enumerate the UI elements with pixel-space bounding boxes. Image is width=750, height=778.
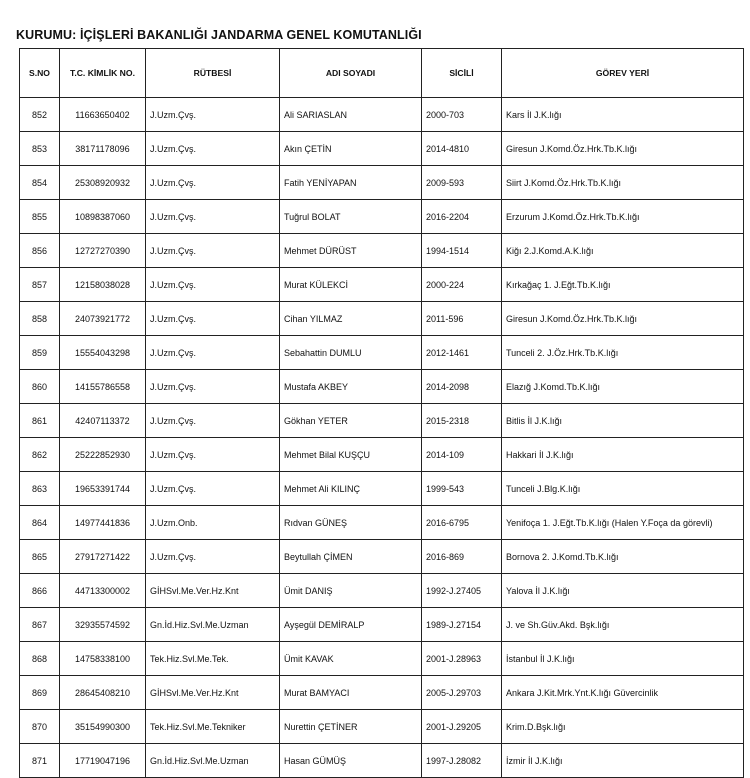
cell-gorev-yeri: Bornova 2. J.Komd.Tb.K.lığı (502, 540, 744, 574)
cell-sicili: 2000-703 (422, 98, 502, 132)
table-row (20, 336, 744, 370)
cell-sno: 858 (20, 302, 60, 336)
table-row (20, 438, 744, 472)
cell-sno: 854 (20, 166, 60, 200)
cell-tc-kimlik-no: 25222852930 (60, 438, 146, 472)
cell-tc-kimlik-no: 25308920932 (60, 166, 146, 200)
cell-adi-soyadi: Tuğrul BOLAT (280, 200, 422, 234)
cell-adi-soyadi: Ali SARIASLAN (280, 98, 422, 132)
table-header (20, 49, 744, 98)
cell-gorev-yeri: Yenifoça 1. J.Eğt.Tb.K.lığı (Halen Y.Foça da görevli) (502, 506, 744, 540)
table-row (20, 404, 744, 438)
cell-sno: 859 (20, 336, 60, 370)
cell-sicili: 2011-596 (422, 302, 502, 336)
cell-gorev-yeri: J. ve Sh.Güv.Akd. Bşk.lığı (502, 608, 744, 642)
cell-rutbesi: Tek.Hiz.Svl.Me.Tekniker (146, 710, 280, 744)
cell-adi-soyadi: Sebahattin DUMLU (280, 336, 422, 370)
cell-rutbesi: GİHSvl.Me.Ver.Hz.Knt (146, 574, 280, 608)
cell-rutbesi: J.Uzm.Onb. (146, 506, 280, 540)
cell-tc-kimlik-no: 17719047196 (60, 744, 146, 778)
cell-rutbesi: J.Uzm.Çvş. (146, 132, 280, 166)
cell-gorev-yeri: Ankara J.Kit.Mrk.Ynt.K.lığı Güvercinlik (502, 676, 744, 710)
cell-gorev-yeri: Tunceli 2. J.Öz.Hrk.Tb.K.lığı (502, 336, 744, 370)
cell-gorev-yeri: Erzurum J.Komd.Öz.Hrk.Tb.K.lığı (502, 200, 744, 234)
cell-rutbesi: J.Uzm.Çvş. (146, 166, 280, 200)
cell-gorev-yeri: Bitlis İl J.K.lığı (502, 404, 744, 438)
table-row (20, 676, 744, 710)
table-row (20, 268, 744, 302)
table-body (20, 98, 744, 778)
table-row (20, 98, 744, 132)
cell-tc-kimlik-no: 15554043298 (60, 336, 146, 370)
table-row (20, 642, 744, 676)
cell-sicili: 2001-J.29205 (422, 710, 502, 744)
table-row (20, 574, 744, 608)
cell-adi-soyadi: Gökhan YETER (280, 404, 422, 438)
cell-tc-kimlik-no: 11663650402 (60, 98, 146, 132)
cell-rutbesi: J.Uzm.Çvş. (146, 540, 280, 574)
cell-tc-kimlik-no: 27917271422 (60, 540, 146, 574)
personnel-table (19, 48, 744, 778)
cell-rutbesi: J.Uzm.Çvş. (146, 404, 280, 438)
table-row (20, 200, 744, 234)
cell-tc-kimlik-no: 10898387060 (60, 200, 146, 234)
cell-adi-soyadi: Fatih YENİYAPAN (280, 166, 422, 200)
header-adi-soyadi: ADI SOYADI (280, 49, 422, 98)
cell-sno: 852 (20, 98, 60, 132)
cell-rutbesi: J.Uzm.Çvş. (146, 200, 280, 234)
cell-sicili: 2014-109 (422, 438, 502, 472)
table-row (20, 506, 744, 540)
cell-rutbesi: J.Uzm.Çvş. (146, 438, 280, 472)
cell-tc-kimlik-no: 14155786558 (60, 370, 146, 404)
cell-gorev-yeri: İstanbul İl J.K.lığı (502, 642, 744, 676)
cell-sicili: 2016-6795 (422, 506, 502, 540)
cell-tc-kimlik-no: 14758338100 (60, 642, 146, 676)
cell-rutbesi: Gn.İd.Hiz.Svl.Me.Uzman (146, 744, 280, 778)
cell-sicili: 2014-2098 (422, 370, 502, 404)
cell-rutbesi: J.Uzm.Çvş. (146, 336, 280, 370)
cell-adi-soyadi: Ümit DANIŞ (280, 574, 422, 608)
cell-rutbesi: J.Uzm.Çvş. (146, 472, 280, 506)
table-row (20, 710, 744, 744)
cell-tc-kimlik-no: 19653391744 (60, 472, 146, 506)
cell-tc-kimlik-no: 35154990300 (60, 710, 146, 744)
header-rutbesi: RÜTBESİ (146, 49, 280, 98)
cell-sno: 857 (20, 268, 60, 302)
cell-adi-soyadi: Ayşegül DEMİRALP (280, 608, 422, 642)
cell-gorev-yeri: Kırkağaç 1. J.Eğt.Tb.K.lığı (502, 268, 744, 302)
cell-sicili: 2016-2204 (422, 200, 502, 234)
cell-sno: 864 (20, 506, 60, 540)
cell-sno: 861 (20, 404, 60, 438)
cell-gorev-yeri: Yalova İl J.K.lığı (502, 574, 744, 608)
cell-sno: 853 (20, 132, 60, 166)
cell-sno: 871 (20, 744, 60, 778)
cell-adi-soyadi: Hasan GÜMÜŞ (280, 744, 422, 778)
cell-sicili: 2009-593 (422, 166, 502, 200)
table-row (20, 370, 744, 404)
cell-adi-soyadi: Cihan YILMAZ (280, 302, 422, 336)
cell-sno: 866 (20, 574, 60, 608)
cell-tc-kimlik-no: 28645408210 (60, 676, 146, 710)
header-gorev-yeri: GÖREV YERİ (502, 49, 744, 98)
cell-sicili: 2005-J.29703 (422, 676, 502, 710)
cell-sno: 868 (20, 642, 60, 676)
cell-sicili: 2015-2318 (422, 404, 502, 438)
table-row (20, 608, 744, 642)
cell-rutbesi: Tek.Hiz.Svl.Me.Tek. (146, 642, 280, 676)
cell-rutbesi: J.Uzm.Çvş. (146, 98, 280, 132)
cell-tc-kimlik-no: 12158038028 (60, 268, 146, 302)
cell-sicili: 1994-1514 (422, 234, 502, 268)
cell-rutbesi: J.Uzm.Çvş. (146, 234, 280, 268)
cell-rutbesi: J.Uzm.Çvş. (146, 370, 280, 404)
cell-adi-soyadi: Nurettin ÇETİNER (280, 710, 422, 744)
header-tc-kimlik-no: T.C. KİMLİK NO. (60, 49, 146, 98)
cell-sicili: 1992-J.27405 (422, 574, 502, 608)
cell-sicili: 2001-J.28963 (422, 642, 502, 676)
cell-rutbesi: J.Uzm.Çvş. (146, 268, 280, 302)
table-row (20, 234, 744, 268)
cell-adi-soyadi: Murat BAMYACI (280, 676, 422, 710)
cell-adi-soyadi: Rıdvan GÜNEŞ (280, 506, 422, 540)
page-title: KURUMU: İÇİŞLERİ BAKANLIĞI JANDARMA GENEL KOMUTANLIĞI (16, 28, 422, 42)
cell-sno: 860 (20, 370, 60, 404)
cell-tc-kimlik-no: 42407113372 (60, 404, 146, 438)
header-row (20, 49, 744, 98)
cell-adi-soyadi: Beytullah ÇİMEN (280, 540, 422, 574)
cell-gorev-yeri: Kars İl J.K.lığı (502, 98, 744, 132)
cell-sno: 867 (20, 608, 60, 642)
cell-tc-kimlik-no: 32935574592 (60, 608, 146, 642)
cell-tc-kimlik-no: 38171178096 (60, 132, 146, 166)
table-row (20, 302, 744, 336)
cell-rutbesi: GİHSvl.Me.Ver.Hz.Knt (146, 676, 280, 710)
cell-tc-kimlik-no: 24073921772 (60, 302, 146, 336)
table-row (20, 166, 744, 200)
cell-adi-soyadi: Mehmet Bilal KUŞÇU (280, 438, 422, 472)
cell-adi-soyadi: Mehmet DÜRÜST (280, 234, 422, 268)
cell-sno: 862 (20, 438, 60, 472)
cell-gorev-yeri: İzmir İl J.K.lığı (502, 744, 744, 778)
cell-sno: 869 (20, 676, 60, 710)
table-row (20, 540, 744, 574)
cell-sicili: 1997-J.28082 (422, 744, 502, 778)
cell-rutbesi: Gn.İd.Hiz.Svl.Me.Uzman (146, 608, 280, 642)
cell-adi-soyadi: Mustafa AKBEY (280, 370, 422, 404)
table-row (20, 744, 744, 778)
cell-gorev-yeri: Siirt J.Komd.Öz.Hrk.Tb.K.lığı (502, 166, 744, 200)
cell-sicili: 1999-543 (422, 472, 502, 506)
cell-rutbesi: J.Uzm.Çvş. (146, 302, 280, 336)
cell-tc-kimlik-no: 12727270390 (60, 234, 146, 268)
cell-gorev-yeri: Kiğı 2.J.Komd.A.K.lığı (502, 234, 744, 268)
table-row (20, 132, 744, 166)
cell-gorev-yeri: Giresun J.Komd.Öz.Hrk.Tb.K.lığı (502, 302, 744, 336)
cell-gorev-yeri: Elazığ J.Komd.Tb.K.lığı (502, 370, 744, 404)
cell-adi-soyadi: Ümit KAVAK (280, 642, 422, 676)
cell-tc-kimlik-no: 14977441836 (60, 506, 146, 540)
cell-sicili: 2012-1461 (422, 336, 502, 370)
cell-sno: 870 (20, 710, 60, 744)
cell-gorev-yeri: Hakkari İl J.K.lığı (502, 438, 744, 472)
cell-gorev-yeri: Tunceli J.Blg.K.lığı (502, 472, 744, 506)
cell-sno: 865 (20, 540, 60, 574)
cell-tc-kimlik-no: 44713300002 (60, 574, 146, 608)
table-row (20, 472, 744, 506)
header-sicili: SİCİLİ (422, 49, 502, 98)
cell-sicili: 2016-869 (422, 540, 502, 574)
cell-sicili: 2000-224 (422, 268, 502, 302)
cell-sno: 855 (20, 200, 60, 234)
cell-adi-soyadi: Murat KÜLEKCİ (280, 268, 422, 302)
cell-adi-soyadi: Mehmet Ali KILINÇ (280, 472, 422, 506)
cell-sicili: 2014-4810 (422, 132, 502, 166)
cell-adi-soyadi: Akın ÇETİN (280, 132, 422, 166)
cell-sno: 863 (20, 472, 60, 506)
cell-gorev-yeri: Giresun J.Komd.Öz.Hrk.Tb.K.lığı (502, 132, 744, 166)
header-sno: S.NO (20, 49, 60, 98)
cell-sno: 856 (20, 234, 60, 268)
cell-gorev-yeri: Krim.D.Bşk.lığı (502, 710, 744, 744)
cell-sicili: 1989-J.27154 (422, 608, 502, 642)
